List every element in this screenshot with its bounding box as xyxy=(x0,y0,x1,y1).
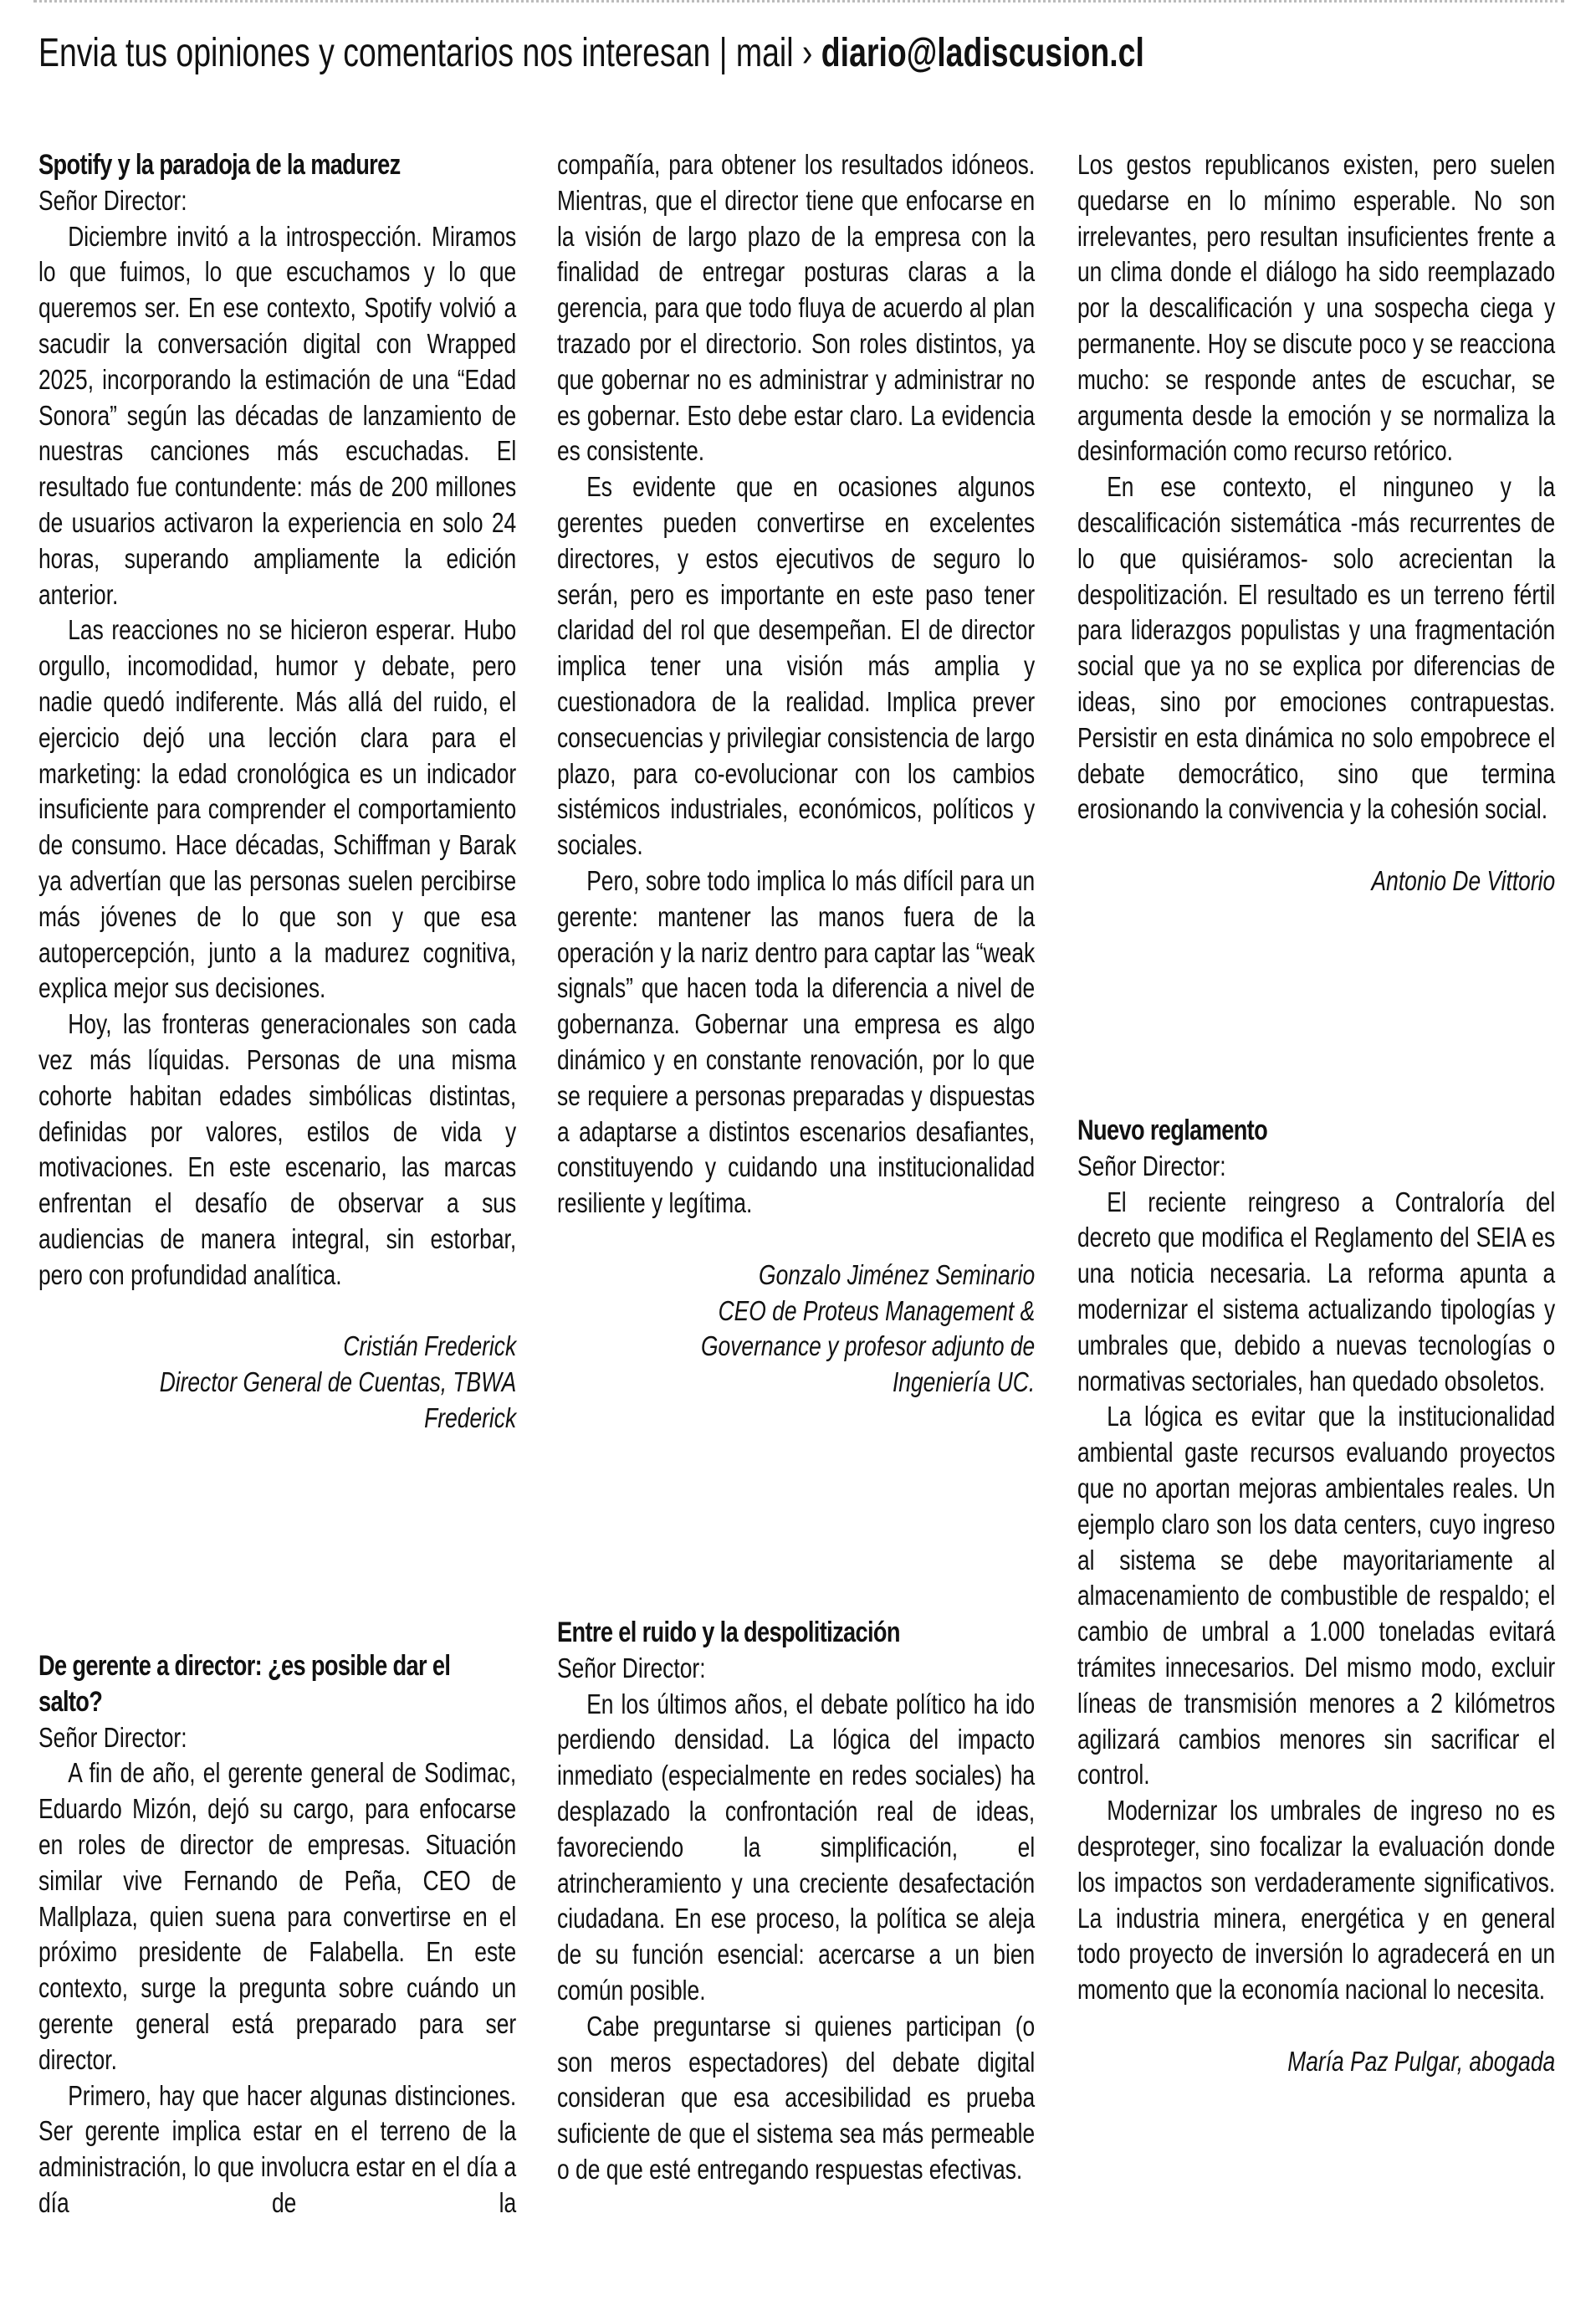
salutation: Señor Director: xyxy=(38,184,187,216)
paragraph: Cabe preguntarse si quienes participan (o son meros espectadores) del debate digital consideran que esa accesibilidad es prueba suficiente de que el sistema sea más permeable o de que esté entregando respuestas efectivas. xyxy=(557,2010,1036,2185)
email-link[interactable]: diario@ladiscusion.cl xyxy=(821,31,1144,75)
paragraph: La lógica es evitar que la institucionalidad ambiental gaste recursos evaluando proyectos que no aportan mejoras ambientales reales. Un ejemplo claro son los data centers, cuyo ingreso al sistema se debe mayoritariamente al almacenamiento de combustible de respaldo; el cambio de umbral a 1.000 toneladas evitará trámites innecesarios. Del mismo modo, excluir líneas de transmisión menores a 2 kilómetros agilizará cambios menores sin sacrificar el control. xyxy=(1077,1401,1556,1791)
article-title: Nuevo reglamento xyxy=(1077,1114,1268,1146)
top-dotted-rule xyxy=(33,0,1564,8)
signature-role: Frederick xyxy=(424,1401,517,1433)
paragraph: En ese contexto, el ninguneo y la descalificación sistemática -más recurrentes de lo que quisiéramos- solo acrecientan la despolitización. El resultado es un terreno fértil para liderazgos populistas y una fragmentación social que ya no se explica por diferencias de ideas, sino por emociones contrapuestas. Persistir en esta dinámica no solo empobrece el debate democrático, sino que termina erosionando la convivencia y la cohesión social. xyxy=(1077,471,1556,825)
signature-name: María Paz Pulgar, abogada xyxy=(1287,2045,1556,2077)
paragraph: Modernizar los umbrales de ingreso no es desproteger, sino focalizar la evaluación donde los impactos son verdaderamente significativos. La industria minera, energética y en general todo proyecto de inversión lo agradecerá en un momento que la economía nacional lo necesita. xyxy=(1077,1795,1556,2006)
salutation: Señor Director: xyxy=(557,1652,706,1683)
article-ruido-despolitizacion xyxy=(557,1615,1035,2188)
paragraph: Primero, hay que hacer algunas distinciones. Ser gerente implica estar en el terreno de la administración, lo que involucra estar en el día a día de la xyxy=(38,2079,517,2218)
salutation: Señor Director: xyxy=(1077,1150,1226,1181)
paragraph: Es evidente que en ocasiones algunos gerentes pueden convertirse en excelentes directores, y estos ejecutivos de seguro lo serán, pero es importante en este paso tener claridad del rol que desempeñan. El de director implica tener una visión más amplia y cuestionadora de la realidad. Implica prever consecuencias y privilegiar consistencia de largo plazo, para co-evolucionar con los cambios sistémicos industriales, económicos, políticos y sociales. xyxy=(557,471,1036,861)
signature-role: Governance y profesor adjunto de xyxy=(701,1330,1036,1362)
paragraph: En los últimos años, el debate político ha ido perdiendo densidad. La lógica del impacto inmediato (especialmente en redes sociales) ha desplazado la confrontación real de ideas, favoreciendo la simplificación, el atrincheramiento y una creciente desafectación ciudadana. En ese proceso, la política se aleja de su función esencial: acercarse a un bien común posible. xyxy=(557,1688,1036,2006)
signature xyxy=(1077,2044,1555,2080)
signature-name: Gonzalo Jiménez Seminario xyxy=(759,1258,1036,1290)
signature-name: Cristián Frederick xyxy=(343,1330,517,1362)
paragraph: Diciembre invitó a la introspección. Miramos lo que fuimos, lo que escuchamos y lo que queremos ser. En ese contexto, Spotify volvió a sacudir la conversación digital con Wrapped 2025, incorporando la estimación de una “Edad Sonora” según las décadas de lanzamiento de nuestras canciones más escuchadas. El resultado fue contundente: más de 200 millones de usuarios activaron la experiencia en solo 24 horas, superando ampliamente la edición anterior. xyxy=(38,220,517,610)
page-header xyxy=(38,28,1144,79)
paragraph: El reciente reingreso a Contraloría del decreto que modifica el Reglamento del SEIA es una noticia necesaria. La reforma apunta a modernizar el sistema actualizando tipologías y umbrales que, debido a nuevas tecnologías o normativas sectoriales, han quedado obsoletos. xyxy=(1077,1186,1556,1396)
mail-label: mail › xyxy=(735,31,813,75)
signature-role: CEO de Proteus Management & xyxy=(718,1294,1036,1326)
article-nuevo-reglamento xyxy=(1077,1113,1555,2080)
salutation: Señor Director: xyxy=(38,1721,187,1753)
paragraph: Las reacciones no se hicieron esperar. Hubo orgullo, incomodidad, humor y debate, pero nadie quedó indiferente. Más allá del ruido, el ejercicio dejó una lección clara para el marketing: la edad cronológica es un indicador insuficiente para comprender el comportamiento de consumo. Hace décadas, Schiffman y Barak ya advertían que las personas suelen percibirse más jóvenes de lo que son y que esa autopercepción, junto a la madurez cognitiva, explica mejor sus decisiones. xyxy=(38,614,517,1004)
signature-role: Ingeniería UC. xyxy=(892,1366,1036,1398)
signature xyxy=(38,1329,516,1436)
article-title: Entre el ruido y la despolitización xyxy=(557,1617,900,1648)
signature-role: Director General de Cuentas, TBWA xyxy=(159,1366,517,1398)
paragraph: A fin de año, el gerente general de Sodimac, Eduardo Mizón, dejó su cargo, para enfocarse en roles de director de empresas. Situación similar vive Fernando de Peña, CEO de Mallplaza, quien suena para convertirse en el próximo presidente de Falabella. En este contexto, surge la pregunta sobre cuándo un gerente general está preparado para ser director. xyxy=(38,1757,517,2075)
article-ruido-despolitizacion-continued xyxy=(1077,147,1555,899)
article-title: De gerente a director: ¿es posible dar el salto? xyxy=(38,1650,451,1718)
article-spotify xyxy=(38,147,516,1437)
paragraph: Hoy, las fronteras generacionales son cada vez más líquidas. Personas de una misma cohorte habitan edades simbólicas distintas, definidas por valores, estilos de vida y motivaciones. En este escenario, las marcas enfrentan el desafío de observar a sus audiencias de manera integral, sin estorbar, pero con profundidad analítica. xyxy=(38,1008,517,1290)
article-gerente-director-continued xyxy=(557,147,1035,1401)
paragraph: Los gestos republicanos existen, pero suelen quedarse en lo mínimo esperable. No son irrelevantes, pero resultan insuficientes frente a un clima donde el diálogo ha sido reemplazado por la descalificación y una sospecha ciega y permanente. Hoy se discute poco y se reacciona mucho: se responde antes de escuchar, se argumenta desde la emoción y se normaliza la desinformación como recurso retórico. xyxy=(1077,149,1556,467)
paragraph: compañía, para obtener los resultados idóneos. Mientras, que el director tiene que enfocarse en la visión de largo plazo de la empresa con la finalidad de entregar posturas claras a la gerencia, para que todo fluya de acuerdo al plan trazado por el directorio. Son roles distintos, ya que gobernar no es administrar y administrar no es gobernar. Esto debe estar claro. La evidencia es consistente. xyxy=(557,149,1036,467)
paragraph: Pero, sobre todo implica lo más difícil para un gerente: mantener las manos fuera de la operación y la nariz dentro para captar las “weak signals” que hacen toda la diferencia a nivel de gobernanza. Gobernar una empresa es algo dinámico y en constante renovación, por lo que se requiere a personas preparadas y dispuestas a adaptarse a distintos escenarios desafiantes, constituyendo y cuidando una institucionalidad resiliente y legítima. xyxy=(557,864,1036,1219)
signature xyxy=(557,1258,1035,1401)
article-gerente-director xyxy=(38,1648,516,2221)
header-text: Envia tus opiniones y comentarios nos interesan xyxy=(38,31,711,75)
header-separator: | xyxy=(719,31,728,75)
signature xyxy=(1077,863,1555,899)
article-title: Spotify y la paradoja de la madurez xyxy=(38,149,401,181)
signature-name: Antonio De Vittorio xyxy=(1371,864,1556,896)
